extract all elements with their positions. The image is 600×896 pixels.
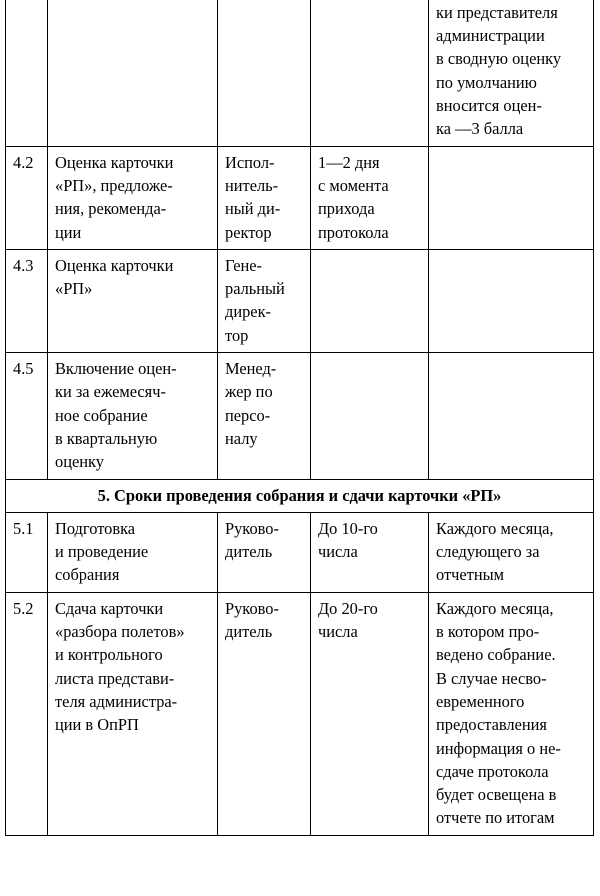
text-line: сдаче протокола [436, 761, 549, 781]
cell-note [429, 0, 594, 146]
text-line: До 10-го [318, 518, 378, 538]
cell-number: 5.1 [6, 512, 48, 592]
text-line: Подготовка [55, 518, 136, 538]
text-line: ки представителя [436, 2, 558, 22]
text-line: ции в ОпРП [55, 715, 139, 735]
cell-note [429, 512, 594, 592]
text-line: отчетным [436, 565, 504, 585]
text-line: ректор [225, 222, 272, 242]
text-line: числа [318, 542, 358, 562]
text-line: ния, рекоменда- [55, 199, 167, 219]
cell-term [311, 353, 429, 479]
text-line: Оценка карточки [55, 152, 174, 172]
text-line: Каждого месяца, [436, 518, 554, 538]
text-line: теля администра- [55, 691, 178, 711]
text-line: отчете по итогам [436, 808, 555, 828]
text-line: предоставления [436, 715, 547, 735]
cell-action [48, 353, 218, 479]
cell-action [48, 592, 218, 835]
text-line: с момента [318, 175, 389, 195]
text-line: Руково- [225, 598, 279, 618]
text-line: и контрольного [55, 645, 163, 665]
text-line: нитель- [225, 175, 279, 195]
text-line: протокола [318, 222, 389, 242]
text-line: администрации [436, 26, 545, 46]
procedure-table [5, 0, 594, 836]
text-line: ции [55, 222, 82, 242]
text-line: жер по [225, 382, 273, 402]
cell-term [311, 592, 429, 835]
table-row [6, 353, 594, 479]
cell-responsible [218, 353, 311, 479]
text-line: по умолчанию [436, 72, 537, 92]
table-row-section-header [6, 479, 594, 512]
cell-responsible [218, 146, 311, 249]
cell-term [311, 249, 429, 352]
table-row [6, 146, 594, 249]
text-line: налу [225, 428, 258, 448]
text-line: оценку [55, 452, 104, 472]
cell-note [429, 146, 594, 249]
cell-action [48, 512, 218, 592]
cell-number: 4.3 [6, 249, 48, 352]
text-line: Включение оцен- [55, 359, 177, 379]
cell-responsible [218, 249, 311, 352]
text-line: следующего за [436, 542, 540, 562]
text-line: «РП» [55, 279, 93, 299]
text-line: персо- [225, 405, 271, 425]
text-line: «РП», предложе- [55, 175, 173, 195]
text-line: ральный [225, 279, 285, 299]
text-line: и проведение [55, 542, 149, 562]
cell-number: 4.5 [6, 353, 48, 479]
cell-responsible [218, 592, 311, 835]
cell-number: 4.2 [6, 146, 48, 249]
cell-responsible [218, 0, 311, 146]
text-line: в сводную оценку [436, 49, 562, 69]
text-line: Менед- [225, 359, 277, 379]
text-line: Каждого месяца, [436, 598, 554, 618]
text-line: ка —3 балла [436, 119, 524, 139]
cell-note [429, 249, 594, 352]
cell-number: 5.2 [6, 592, 48, 835]
cell-number [6, 0, 48, 146]
text-line: Гене- [225, 255, 263, 275]
text-line: ведено собрание. [436, 645, 556, 665]
text-line: числа [318, 622, 358, 642]
text-line: дитель [225, 542, 273, 562]
text-line: прихода [318, 199, 375, 219]
text-line: информация о не- [436, 738, 561, 758]
text-line: Оценка карточки [55, 255, 174, 275]
text-line: «разбора полетов» [55, 622, 185, 642]
text-line: 1—2 дня [318, 152, 380, 172]
text-line: будет освещена в [436, 785, 557, 805]
text-line: ный ди- [225, 199, 281, 219]
cell-term [311, 146, 429, 249]
cell-responsible [218, 512, 311, 592]
text-line: Испол- [225, 152, 275, 172]
text-line: собрания [55, 565, 120, 585]
text-line: тор [225, 325, 249, 345]
table-row [6, 0, 594, 146]
text-line: дирек- [225, 302, 272, 322]
text-line: листа представи- [55, 668, 175, 688]
text-line: До 20-го [318, 598, 378, 618]
text-line: евременного [436, 691, 525, 711]
section-title: 5. Сроки проведения собрания и сдачи карточки «РП» [6, 479, 594, 512]
text-line: Руково- [225, 518, 279, 538]
table-row [6, 249, 594, 352]
text-line: В случае несво- [436, 668, 547, 688]
text-line: в квартальную [55, 428, 158, 448]
text-line: ное собрание [55, 405, 148, 425]
text-line: дитель [225, 622, 273, 642]
cell-note [429, 353, 594, 479]
text-line: Сдача карточки [55, 598, 164, 618]
table-row [6, 592, 594, 835]
text-line: вносится оцен- [436, 96, 542, 116]
cell-action [48, 146, 218, 249]
text-line: в котором про- [436, 622, 540, 642]
table-body [6, 0, 594, 835]
table-row [6, 512, 594, 592]
cell-term [311, 0, 429, 146]
cell-action [48, 249, 218, 352]
text-line: ки за ежемесяч- [55, 382, 166, 402]
cell-term [311, 512, 429, 592]
cell-action [48, 0, 218, 146]
cell-note [429, 592, 594, 835]
